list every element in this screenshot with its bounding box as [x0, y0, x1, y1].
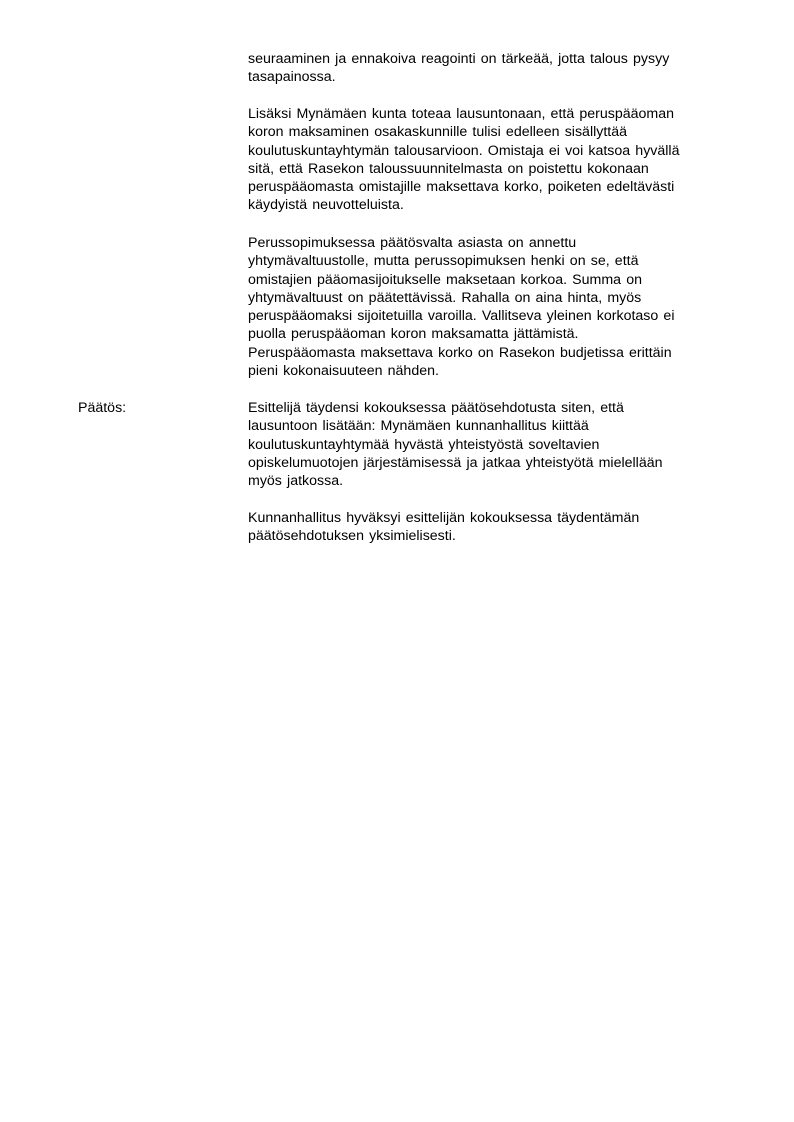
paragraph-decision [248, 399, 748, 490]
text-line: myös jatkossa. [248, 473, 344, 490]
text-line: omistajien pääomasijoitukselle maksetaan korkoa. Summa on [248, 271, 642, 288]
text-line: koron maksaminen osakaskunnille tulisi edelleen sisällyttää [248, 124, 628, 141]
text-line: tasapainossa. [248, 69, 336, 86]
text-line: Perussopimuksessa päätösvalta asiasta on annettu [248, 235, 577, 251]
text-line: yhtymävaltuustolle, mutta perussopimuksen henki on se, että [248, 253, 639, 270]
text-line: sitä, että Rasekon taloussuunnitelmasta on poistettu kokonaan [248, 160, 649, 177]
text-line: peruspääomasta omistajille maksettava korko, poiketen edeltävästi [248, 179, 675, 196]
text-line: Peruspääomasta maksettava korko on Rasekon budjetissa erittäin [248, 344, 672, 361]
text-line: Kunnanhallitus hyväksyi esittelijän kokouksessa täydentämän [248, 510, 640, 526]
text-line: Esittelijä täydensi kokouksessa päätösehdotusta siten, että [248, 400, 624, 416]
text-line: peruspääomaksi sijoitetuilla varoilla. Vallitseva yleinen korkotaso ei [248, 308, 675, 325]
decision-label: Päätös: [78, 400, 127, 416]
text-line: koulutuskuntayhtymän talousarvioon. Omistaja ei voi katsoa hyvällä [248, 142, 680, 159]
text-line: opiskelumuotojen järjestämisessä ja jatkaa yhteistyötä mielellään [248, 454, 663, 471]
text-line: päätösehdotuksen yksimielisesti. [248, 528, 456, 545]
text-line: lausuntoon lisätään: Mynämäen kunnanhallitus kiittää [248, 418, 589, 435]
paragraph-budget-monitoring [248, 50, 748, 87]
paragraph-interest-statement [248, 105, 748, 215]
text-line: Lisäksi Mynämäen kunta toteaa lausuntonaan, että peruspääoman [248, 106, 675, 122]
paragraph-approval [248, 509, 748, 546]
text-line: käydyistä neuvotteluista. [248, 197, 404, 214]
text-line: yhtymävaltuust on päätettävissä. Rahalla on aina hinta, myös [248, 289, 642, 306]
text-line: koulutuskuntayhtymää hyvästä yhteistyöstä soveltavien [248, 436, 600, 453]
text-line: pieni kokonaisuuteen nähden. [248, 363, 439, 380]
text-line: puolla peruspääoman koron maksamatta jättämistä. [248, 326, 579, 343]
paragraph-founding-agreement [248, 234, 748, 380]
text-line: seuraaminen ja ennakoiva reagointi on tärkeää, jotta talous pysyy [248, 51, 670, 67]
